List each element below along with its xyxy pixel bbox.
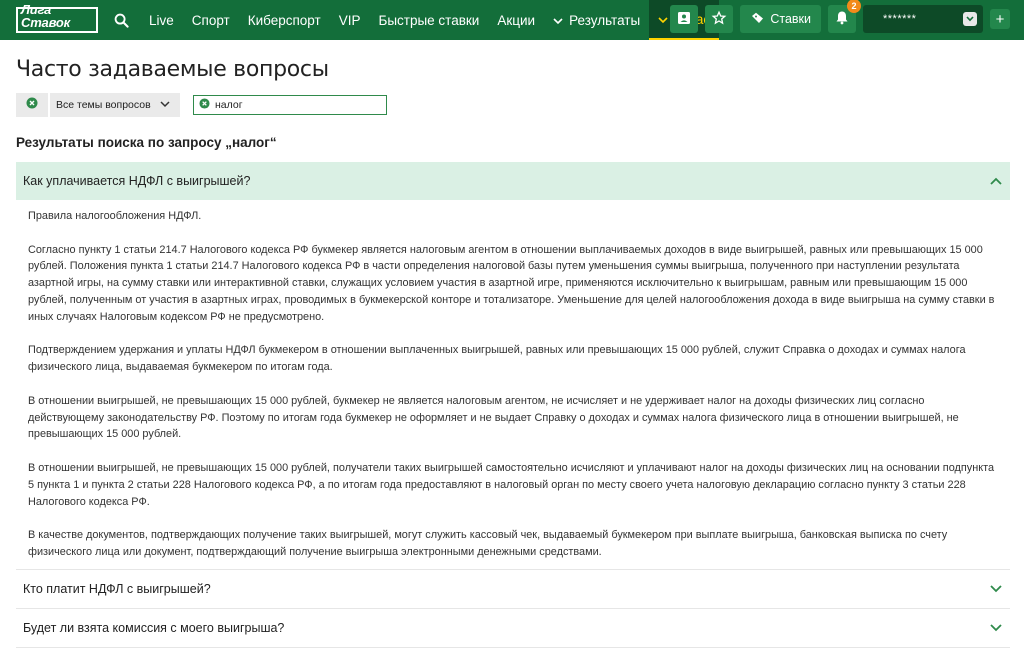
header-tools (670, 1, 1010, 33)
chevron-up-icon[interactable] (990, 174, 1002, 188)
chevron-down-icon (658, 12, 668, 27)
nav-item-fast-bets[interactable]: Быстрые ставки (378, 12, 480, 28)
nav-item-results[interactable] (544, 0, 649, 40)
nav-item-vip[interactable]: VIP (338, 12, 361, 28)
faq-item (16, 609, 1010, 648)
main-nav (140, 0, 719, 40)
profile-icon (677, 11, 691, 28)
account-balance-dropdown[interactable] (863, 5, 983, 33)
faq-question-header[interactable] (16, 609, 1010, 647)
faq-question: Как уплачивается НДФЛ с выигрышей? (23, 174, 251, 188)
chevron-down-icon (553, 13, 563, 28)
faq-answer (16, 200, 1010, 569)
faq-search-input[interactable] (215, 99, 375, 111)
faq-question-header[interactable] (16, 570, 1010, 608)
search-icon[interactable] (112, 11, 130, 29)
faq-question-header[interactable] (16, 162, 1010, 200)
favorites-button[interactable] (705, 5, 733, 33)
faq-answer-paragraph: Подтверждением удержания и уплаты НДФЛ букмекером в отношении выплаченных выигрышей, равных или превышающих 15 000 рублей, служит Справка о доходах и суммах налога физического лица, выдаваемая букмекером по итогам года. (28, 344, 966, 374)
faq-question: Будет ли взята комиссия с моего выигрыша? (23, 620, 285, 635)
nav-item-promotions[interactable]: Акции (497, 12, 536, 28)
nav-item-live[interactable]: Live (149, 12, 174, 28)
bell-icon (835, 10, 849, 28)
nav-item-results-label: Результаты (569, 12, 641, 28)
faq-filters (16, 93, 1010, 117)
bets-label: Ставки (770, 12, 811, 26)
faq-answer-paragraph: Правила налогообложения НДФЛ. (28, 210, 202, 222)
faq-item (16, 570, 1010, 609)
clear-search-icon[interactable] (199, 96, 210, 114)
bets-button[interactable] (740, 5, 821, 33)
faq-page (0, 57, 1024, 648)
topic-select-value: Все темы вопросов (56, 99, 151, 111)
chevron-down-icon (963, 12, 977, 26)
nav-item-sport[interactable]: Спорт (191, 12, 230, 28)
topic-select[interactable] (50, 93, 180, 117)
masked-balance: ******* (883, 13, 917, 25)
faq-item (16, 162, 1010, 570)
top-navigation-bar (0, 0, 1024, 40)
notifications-button[interactable] (828, 1, 857, 33)
faq-list (16, 162, 1010, 648)
logo-text: Лига Ставок (21, 2, 71, 30)
chevron-down-icon[interactable] (990, 621, 1002, 635)
nav-item-about-label: нас (688, 11, 711, 27)
results-title: Результаты поиска по запросу „налог“ (16, 135, 277, 150)
clear-filter-button[interactable] (16, 93, 48, 117)
profile-button[interactable] (670, 5, 698, 33)
close-circle-icon (26, 96, 38, 114)
faq-answer-paragraph: В отношении выигрышей, не превышающих 15 000 рублей, букмекер не является налоговым агентом, не исчисляет и не удерживает налог на доходы физических лиц согласно действующему законодательству РФ. Поэтому по итогам года букмекер не оформляет и не выдает Справку о доходах и суммах налога физического лица в отношении выигрышей, не превышающих 15 000 рублей. (28, 394, 959, 441)
star-icon (712, 11, 726, 28)
chevron-down-icon[interactable] (990, 582, 1002, 596)
notification-count-badge: 2 (847, 0, 861, 13)
nav-item-cybersport[interactable]: Киберспорт (247, 12, 321, 28)
ticket-icon (750, 12, 764, 27)
faq-question: Кто платит НДФЛ с выигрышей? (23, 581, 211, 596)
faq-answer-paragraph: В отношении выигрышей, не превышающих 15 000 рублей, получатели таких выигрышей самостоятельно исчисляют и уплачивают налог на доходы физических лиц на основании подпункта 5 пункта 1 и пункта 2 статьи 228 Налогового кодекса РФ, а по итогам года предоставляют в налоговый орган по месту своего учета налоговую декларацию согласно пункту 3 статьи 228 Налогового кодекса РФ. (28, 461, 995, 508)
logo[interactable] (16, 2, 98, 33)
chevron-down-icon (160, 99, 170, 111)
faq-search-box[interactable] (193, 95, 387, 115)
faq-answer-paragraph: Согласно пункту 1 статьи 214.7 Налогового кодекса РФ букмекер является налоговым агентом в отношении выплачиваемых доходов в виде выигрышей, равных или превышающих 15 000 рублей. Положения пункта 1 статьи 214.7 Налогового кодекса РФ в части определения налоговой базы путем уменьшения суммы выигрыша, полученного при наступлении результата азартной игры, на сумму ставки или интерактивной ставки, служащих условием участия в азартной игре, применяются исключительно к выигрышам, равным или превышающим 15 000 рублей, полученным от участия в азартных играх, проводимых в букмекерской конторе и тотализаторе. Уменьшение для целей налогообложения дохода в виде выигрыша на сумму ставки в иных случаях Налоговым кодексом РФ не предусмотрено. (28, 243, 995, 323)
faq-answer-paragraph: В качестве документов, подтверждающих получение таких выигрышей, могут служить кассовый чек, выдаваемый букмекером при выплате выигрыша, банковская выписка по счету физического лица или документ, подтверждающий получение выигрыша электронными денежными средствами. (28, 529, 948, 558)
deposit-plus-button[interactable]: + (990, 9, 1010, 29)
page-title: Часто задаваемые вопросы (16, 57, 329, 82)
